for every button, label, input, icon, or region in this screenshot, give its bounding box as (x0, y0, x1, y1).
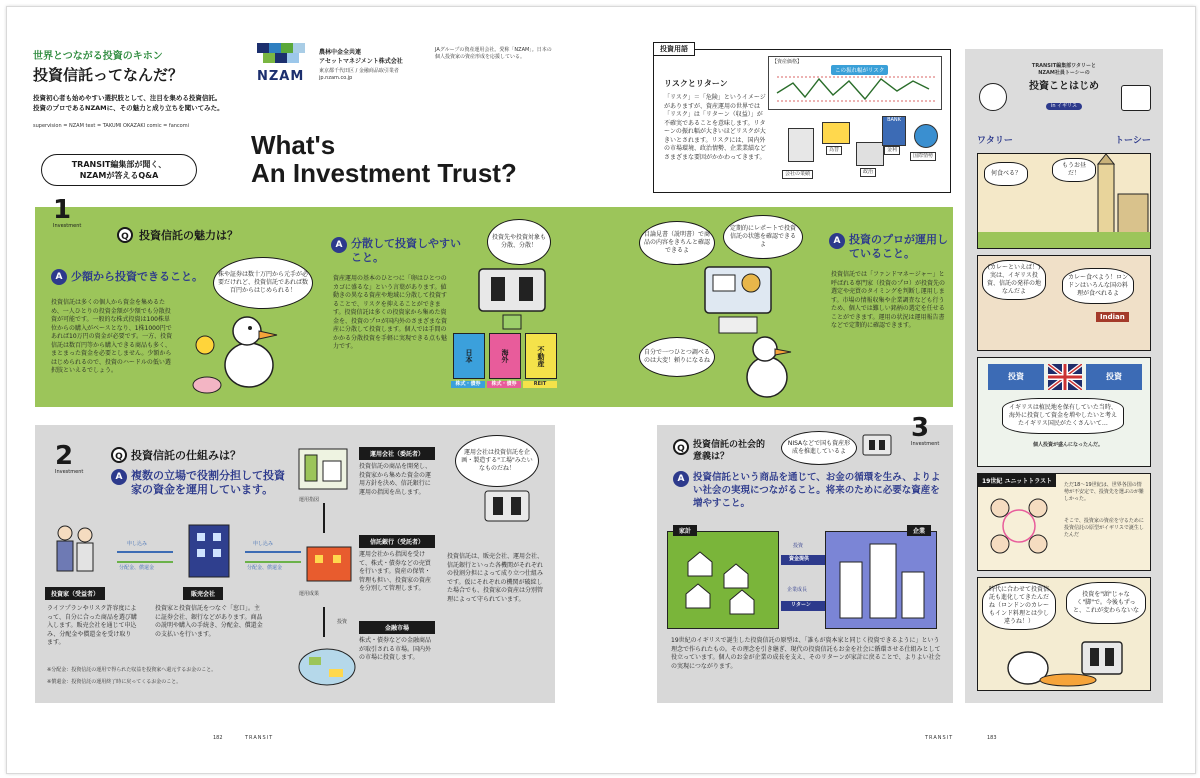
q-mark-icon: Q (111, 447, 127, 463)
section-1-question-text: 投資信託の魅力は？ (139, 229, 238, 242)
financial-market-title: 金融市場 (359, 621, 435, 634)
investors-cycle-icon (986, 494, 1056, 560)
panel-1-bubble-b: もうお昼だ！ (1052, 158, 1096, 182)
comic-title: 投資ことはじめ (1029, 81, 1099, 92)
robot-small-icon (477, 485, 537, 535)
comic-panel-2 (977, 255, 1151, 351)
comic-panel-4 (977, 473, 1151, 571)
side-label-result: 運用成果 (299, 591, 320, 597)
section-2-body: 投資信託は、販売会社、運用会社、信託銀行といった各機関がそれぞれの役割分担によって成り立つ仕組みです。仮にそれぞれの機関が破綻した場合でも、投資家の資産は分別管理によって守られています。 (447, 553, 544, 603)
intro-block (33, 47, 224, 130)
risk-icon-label-1: 会社の業績 (782, 170, 813, 179)
panel-1-bubble-a: 何食べる？ (984, 162, 1028, 186)
panel-5-bubble-a: 時代に合わせて投資信託も進化してきたんだね（ロンドンのカレーもインド料理とは少し違うね！） (982, 582, 1056, 630)
toshi-face-icon (1121, 85, 1151, 111)
answer-2-body: 資産運用の基本のひとつに「卵はひとつのカゴに盛るな」という言葉があります。値動きの異なる資産や地域に分散して投資することで、リスクを抑えることができます。投資信託は多くの投資家から集めた資金を、投資のプロが国内外のさまざまな資産に分散して投資します。個人では手間のかかる分散投資を手軽に実現できる点も魅力です。 (333, 275, 448, 350)
english-title (251, 131, 517, 187)
section-3-tag: Investment (911, 441, 940, 447)
household-label: 家計 (673, 525, 697, 536)
answer-3-bubble-c: 自分で一つひとつ調べるのは大変！頼りになるね (639, 337, 715, 377)
answer-1-title: 少額から投資できること。 (71, 270, 203, 283)
nzam-company-line1: 農林中金全共連 (319, 49, 362, 56)
investor-body: ライフプランやリスク許容度によって、自分に合った商品を選び購入します。販売会社を通じて申込み、分配金や償還金を受け取ります。 (47, 605, 137, 646)
section-1-number-digit: 1 (53, 195, 72, 225)
answer-1-bubble: 株や証券は数十万円から元手が必要だけれど、投資信託であれば数百円からはじめられる！ (213, 257, 313, 309)
panel-4-text-a: ただ18〜19世紀は、世界各国の情勢が不安定で、投資先を選ぶのが難しかった。 (1064, 482, 1144, 502)
box-japan-label: 株式・債券 (451, 381, 485, 388)
financial-market-box (359, 621, 435, 663)
glossary-label: 投資用語 (653, 42, 695, 56)
qa-badge (41, 154, 197, 186)
a-mark-icon: A (331, 237, 347, 253)
company-label: 企業 (907, 525, 931, 536)
answer-1-body: 投資信託は多くの個人から資金を集めるため、一人ひとりの投資金額が少額でも分散投資が可能です。一般的な株式投資は100株単位からの購入がベースとなり、1株1000円であれば10万円の資金が必要です。一方、投資信託は数百円等から購入できる商品も多く、まとまった資金を必要としません。少額からはじめられるので、投資のハードルの低い選択肢といえるでしょう。 (51, 299, 173, 374)
nzam-company-line2: アセットマネジメント株式会社 (319, 58, 403, 65)
flow-growth: 企業成長 (787, 587, 808, 593)
risk-chart-label: 【資産価格】 (772, 59, 803, 65)
intro-kicker: 世界とつながる投資のキホン (33, 51, 163, 62)
trust-bank-title: 信託銀行（受託者） (359, 535, 435, 548)
qa-badge-line1: TRANSIT編集部が聞く、 (71, 160, 167, 169)
comic-name-toshi: トーシー (1115, 136, 1151, 146)
section-3-bubble: NISAなどで国も資産形成を推進しているよ (781, 431, 857, 465)
panel-5-bubble-b: 投資を"頭"じゃなく"脚"で。今後もずっと、これが変わらないな (1066, 582, 1146, 624)
panel-2-bubble-a: (カレーといえば！) 実は、イギリス投資、信託の発祥の地なんだよ (982, 260, 1046, 300)
section-3-number (911, 415, 939, 447)
arrow-right-icon (245, 551, 301, 553)
panel-2-bubble-b: カレー食べよう！ロンドンはいろんな国の料理が食べれるよ (1062, 268, 1134, 304)
section-1-number (53, 197, 81, 229)
characters-eating-icon (998, 634, 1138, 688)
management-company-body: 投資信託の商品を開発し、投資家から集めた資金の運用方針を決め、信託銀行に運用の指図を出します。 (359, 463, 432, 496)
a-mark-icon: A (111, 469, 127, 485)
robot-tiny-icon (857, 431, 897, 467)
management-company-box (359, 447, 435, 497)
risk-icon-label-4: 金利 (884, 146, 900, 155)
bank-icon: BANK (882, 116, 906, 146)
answer-2-heading (331, 237, 461, 265)
company-area (825, 531, 937, 629)
comic-intro-2: NZAM社員トーシーの (1038, 70, 1090, 76)
side-label-instruction: 運用指図 (299, 497, 320, 503)
panel-2-shop-sign: Indian (1096, 312, 1129, 322)
buildings-icon (826, 532, 936, 628)
footer-right-magazine: TRANSIT (925, 735, 954, 741)
parliament-icon (856, 142, 884, 166)
nzam-description: JAグループの資産運用会社。愛称「NZAM」。日本の個人投資家の資産形成を応援している。 (435, 47, 552, 60)
section-2-number-digit: 2 (55, 441, 74, 471)
seller-building-icon (183, 519, 235, 581)
risk-chart (768, 56, 942, 110)
section-2-question-text: 投資信託の仕組みは？ (131, 449, 241, 462)
q-mark-icon: Q (117, 227, 133, 243)
section-2-number (55, 443, 83, 475)
answer-1-heading (51, 269, 203, 285)
answer-3-body: 投資信託では「ファンドマネージャー」と呼ばれる専門家（投資のプロ）が投資先の選定や売買のタイミングを判断し運用します。市場の情報収集や企業調査なども行うため、個人では難しい銘柄の選定を任せることができます。運用の状況は運用報告書などで定期的に確認できます。 (831, 271, 946, 329)
duck-character-icon (187, 307, 317, 397)
trust-bank-box (359, 535, 435, 594)
arrow-left-icon (117, 561, 173, 563)
box-reit-label: REIT (523, 381, 557, 388)
footer-right-page-number: 183 (987, 735, 997, 741)
risk-icon-label-2: 為替 (826, 146, 842, 155)
box-japan: 日本 (453, 333, 485, 379)
a-mark-icon: A (51, 269, 67, 285)
section-3-answer (673, 471, 943, 510)
panel-3-label-b: 投資 (1086, 364, 1142, 390)
arrow-down-icon (323, 503, 325, 533)
section-3-body: 19世紀のイギリスで誕生した投資信託の原型は、「誰もが資本家と同じく投資できるように」という理念で作られたもの。その理念を引き継ぎ、現代の投資信託もお金を社会に循環させる仕組みとして役立っています。個人のお金が企業の成長を支え、そのリターンが家計に戻ることで、よりよい社会の実現につながります。 (671, 637, 941, 670)
answer-3-bubble-b: 定期的にレポートで投資信託の状態を確認できるよ (723, 215, 803, 259)
seller-label: 販売会社 (183, 587, 223, 600)
flow-dividend-1: 分配金、償還金 (119, 565, 155, 571)
flow-invest: 投資 (793, 543, 804, 549)
investor-label: 投資家（受益者） (45, 587, 105, 600)
footnote-redemption: ※償還金：投資信託の運用終了時に戻ってくるお金のこと。 (47, 679, 182, 685)
risk-icon-label-5: 国際情勢 (910, 152, 936, 161)
trust-bank-body: 運用会社から指図を受けて、株式・債券などの売買を行います。資産の保管・管理も担い、投資家の資産を分別して管理します。 (359, 551, 432, 592)
houses-icon (668, 532, 778, 628)
nzam-address: 東京都千代田区 / 金融商品取引業者 (319, 68, 399, 74)
robot-toshi-icon (467, 263, 557, 333)
union-jack-icon (1048, 364, 1082, 390)
glossary-body: 「リスク」＝「危険」というイメージがありますが、資産運用の世界では「リスク」は「リターン（収益）」が不確実であることを意味します。リターンの振れ幅が大きいほどリスクが大きいとされます。リスクには、国内外の市場環境、政治情勢、企業業績などさまざまな要因がかかわってきます。 (664, 94, 767, 161)
footer-left-page-number: 182 (213, 735, 223, 741)
risk-icon-label-3: 政治 (860, 168, 876, 177)
answer-2-title: 分散して投資しやすいこと。 (351, 237, 461, 264)
flow-dividend-2: 分配金、償還金 (247, 565, 283, 571)
section-3-number-digit: 3 (911, 413, 930, 443)
side-label-invest: 投資 (337, 619, 348, 625)
household-area (667, 531, 779, 629)
a-mark-icon: A (673, 471, 689, 487)
arrow-down-icon (323, 607, 325, 637)
flow-apply-1: 申し込み (127, 541, 148, 547)
comic-panel-5 (977, 577, 1151, 691)
panel-3-bubble-c: イギリスは植民地を保有していた当時、海外に投資して資金を増やしたいと考えたイギリス国民がたくさんいて… (1002, 398, 1124, 434)
section-3-question (673, 439, 773, 463)
section-2-answer (111, 469, 287, 497)
management-company-title: 運用会社（委託者） (359, 447, 435, 460)
financial-market-body: 株式・債券などの金融商品が取引される市場。国内外の市場に投資します。 (359, 637, 432, 661)
magazine-spread (6, 6, 1196, 774)
intro-lead-2: 投資のプロであるNZAMに、その魅力と成り立ちを聞いてみた。 (33, 104, 224, 112)
nzam-url: jp.nzam.co.jp (319, 75, 353, 81)
box-overseas: 海外 (489, 333, 521, 379)
section-1-question (117, 227, 238, 243)
flow-return: リターン (791, 602, 811, 608)
answer-2-bubble: 投資先や投資対象も分散、分散！ (487, 219, 551, 265)
answer-3-bubble-a: 目論見書（説明書）で商品の内容をきちんと確認できるよ (639, 221, 715, 265)
arrow-right-icon (117, 551, 173, 553)
intro-title: 投資信託ってなんだ？ (33, 66, 184, 84)
duck-thinking-icon (719, 333, 809, 403)
section-2-bubble: 運用会社は投資信託を企画・製造する"工場"みたいなものだね！ (455, 435, 539, 487)
seller-body: 投資家と投資信託をつなぐ「窓口」。主に証券会社、銀行などがあります。商品の説明や購入の手続き、分配金、償還金の支払いを行います。 (155, 605, 263, 638)
nzam-logo-mark-icon (257, 43, 307, 65)
english-title-line1: What's (251, 130, 336, 160)
arrow-left-icon (245, 561, 301, 563)
section-3-answer-text: 投資信託という商品を通じて、お金の循環を生み、よりよい社会の実現につながること。将来のために必要な資産を増やすこと。 (693, 472, 941, 509)
management-company-icon (295, 445, 351, 495)
comic-panel-3 (977, 357, 1151, 467)
a-mark-icon: A (829, 233, 845, 249)
section-3-question-text: 投資信託の社会的意義は？ (693, 440, 766, 462)
risk-factor-icons (772, 116, 944, 186)
panel-3-label-a: 投資 (988, 364, 1044, 390)
box-real-estate: 不動産 (525, 333, 557, 379)
qa-badge-line2: NZAMが答えるQ&A (79, 171, 159, 180)
comic-name-wattari: ワタリー (977, 136, 1013, 146)
exchange-icon (822, 122, 850, 144)
flow-apply-2: 申し込み (253, 541, 274, 547)
glossary-box (653, 45, 951, 193)
globe-icon (914, 124, 938, 148)
trust-bank-icon (301, 537, 357, 587)
wattari-face-icon (979, 83, 1007, 111)
comic-column (965, 49, 1163, 703)
nzam-logo-text: NZAM (257, 69, 305, 84)
comic-panel-1 (977, 153, 1151, 249)
panel-3-caption: 個人投資が盛んになったんだ。 (1032, 442, 1103, 448)
company-building-icon (788, 128, 814, 162)
answer-3-heading (829, 233, 949, 261)
flow-funding: 資金提供 (789, 556, 810, 562)
answer-3-title: 投資のプロが運用していること。 (849, 233, 948, 260)
investor-people-icon (47, 523, 103, 579)
comic-subtitle: in イギリス (1046, 103, 1082, 110)
nzam-company (319, 47, 429, 82)
intro-credits: supervision = NZAM text = TAKUMI OKAZAKI comic = fancomi (33, 123, 189, 129)
q-mark-icon: Q (673, 439, 689, 455)
english-title-line2: An Investment Trust? (251, 158, 517, 188)
risk-chart-title: この振れ幅がリスク (831, 65, 888, 75)
risk-line-icon (769, 57, 941, 109)
glossary-term: リスクとリターン (664, 79, 728, 88)
box-overseas-label: 株式・債券 (487, 381, 521, 388)
section-1-tag: Investment (53, 223, 82, 229)
section-2-question (111, 447, 241, 463)
intro-lead-1: 投資初心者も始めやすい選択肢として、注目を集める投資信託。 (33, 94, 222, 102)
panel-4-text-b: そこで、投資家の資産を守るために投資信託の原型がイギリスで誕生したんだ (1064, 518, 1144, 538)
monitor-robot-icon (689, 261, 789, 341)
financial-market-icon (295, 641, 359, 689)
comic-intro-1: TRANSIT編集部ワタリーと (1031, 63, 1097, 69)
footnote-dividend: ※分配金：投資信託の運用で得られた収益を投資家へ還元するお金のこと。 (47, 667, 217, 673)
nzam-logo (257, 43, 307, 84)
footer-left-magazine: TRANSIT (245, 735, 274, 741)
section-2-tag: Investment (55, 469, 84, 475)
section-2-answer-text: 複数の立場で役割分担して投資家の資金を運用しています。 (131, 469, 285, 496)
panel-4-label: 19世紀 ユニットトラスト (978, 474, 1056, 487)
